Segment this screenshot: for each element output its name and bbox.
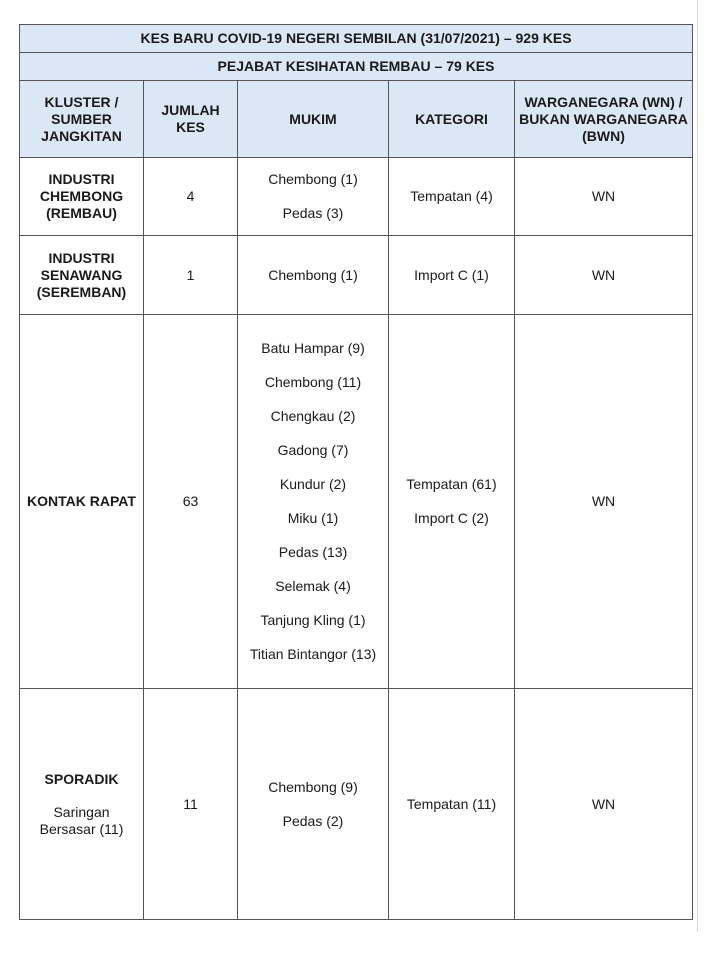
citizenship-cell: WN bbox=[515, 315, 693, 689]
table-subtitle: PEJABAT KESIHATAN REMBAU – 79 KES bbox=[20, 53, 693, 81]
page-edge-divider bbox=[697, 0, 698, 932]
total-cell: 63 bbox=[144, 315, 238, 689]
cluster-cell bbox=[20, 689, 144, 920]
category-cell bbox=[389, 236, 515, 315]
list-item: Chembong (1) bbox=[268, 266, 358, 283]
mukim-cell bbox=[238, 315, 389, 689]
list-item: Gadong (7) bbox=[277, 442, 349, 458]
mukim-cell bbox=[238, 236, 389, 315]
list-item: Tempatan (4) bbox=[410, 188, 493, 204]
list-item: Tanjung Kling (1) bbox=[260, 612, 366, 628]
cluster-name: SPORADIK bbox=[44, 770, 119, 787]
mukim-list bbox=[242, 171, 384, 222]
list-item: Chengkau (2) bbox=[270, 408, 356, 424]
list-item: Batu Hampar (9) bbox=[261, 340, 365, 356]
table-row bbox=[20, 236, 693, 315]
cluster-cell: KONTAK RAPAT bbox=[20, 315, 144, 689]
header-row bbox=[20, 81, 693, 158]
citizenship-cell: WN bbox=[515, 236, 693, 315]
list-item: Pedas (2) bbox=[282, 812, 344, 829]
list-item: Tempatan (61) bbox=[406, 476, 497, 492]
list-item: Pedas (13) bbox=[278, 544, 348, 560]
subtitle-row bbox=[20, 53, 693, 81]
list-item: Import C (1) bbox=[414, 266, 489, 283]
list-item: Kundur (2) bbox=[279, 476, 347, 492]
category-cell bbox=[389, 689, 515, 920]
list-item: Chembong (11) bbox=[264, 374, 362, 390]
list-item: Selemak (4) bbox=[275, 578, 351, 594]
category-cell bbox=[389, 315, 515, 689]
mukim-list bbox=[242, 267, 384, 284]
cluster-cell: INDUSTRI SENAWANG (SEREMBAN) bbox=[20, 236, 144, 315]
column-header-total: JUMLAH KES bbox=[144, 81, 238, 158]
mukim-list bbox=[242, 779, 384, 830]
list-item: Import C (2) bbox=[414, 510, 489, 526]
table-row bbox=[20, 689, 693, 920]
column-header-cluster: KLUSTER / SUMBER JANGKITAN bbox=[20, 81, 144, 158]
covid-cases-table bbox=[19, 24, 693, 920]
list-item: Titian Bintangor (13) bbox=[249, 646, 377, 662]
list-item: Tempatan (11) bbox=[406, 795, 497, 812]
mukim-cell bbox=[238, 689, 389, 920]
category-list bbox=[393, 267, 510, 284]
table-row bbox=[20, 315, 693, 689]
list-item: Chembong (9) bbox=[268, 778, 358, 795]
total-cell: 11 bbox=[144, 689, 238, 920]
table-row bbox=[20, 158, 693, 236]
citizenship-cell: WN bbox=[515, 158, 693, 236]
list-item: Miku (1) bbox=[287, 510, 339, 526]
mukim-list bbox=[242, 340, 384, 663]
title-row bbox=[20, 25, 693, 53]
total-cell: 4 bbox=[144, 158, 238, 236]
column-header-category: KATEGORI bbox=[389, 81, 515, 158]
cluster-cell: INDUSTRI CHEMBONG (REMBAU) bbox=[20, 158, 144, 236]
table-title: KES BARU COVID-19 NEGERI SEMBILAN (31/07/2021) – 929 KES bbox=[20, 25, 693, 53]
list-item: Pedas (3) bbox=[282, 205, 344, 221]
category-list bbox=[393, 796, 510, 813]
category-list bbox=[393, 476, 510, 527]
column-header-mukim: MUKIM bbox=[238, 81, 389, 158]
list-item: Chembong (1) bbox=[268, 171, 358, 187]
cluster-note: Saringan Bersasar (11) bbox=[39, 803, 124, 837]
column-header-citizenship: WARGANEGARA (WN) / BUKAN WARGANEGARA (BWN) bbox=[515, 81, 693, 158]
mukim-cell bbox=[238, 158, 389, 236]
category-list bbox=[393, 188, 510, 205]
total-cell: 1 bbox=[144, 236, 238, 315]
citizenship-cell: WN bbox=[515, 689, 693, 920]
category-cell bbox=[389, 158, 515, 236]
